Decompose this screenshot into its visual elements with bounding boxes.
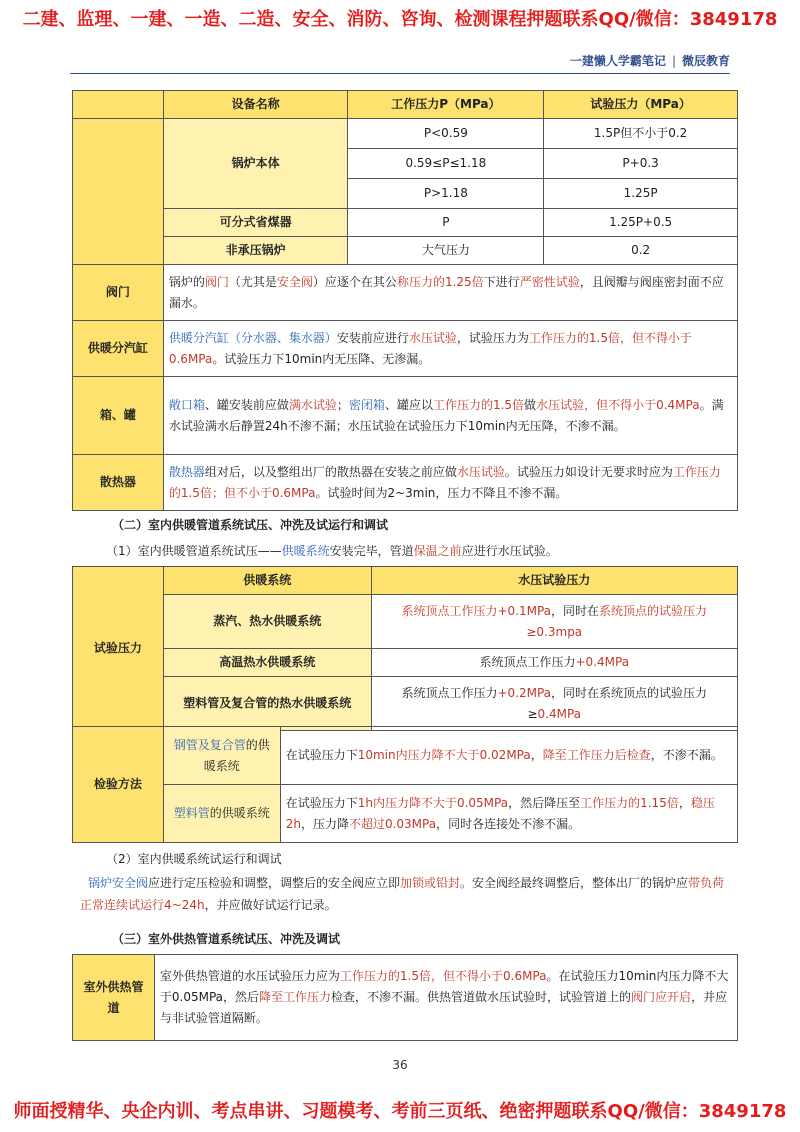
para1-t3: 安装完毕，管道 [329,544,414,558]
tank-t1: 敞口箱 [168,397,205,412]
header-right: 微辰教育 [681,54,730,68]
paragraph-1 [106,540,756,562]
steam-system-label: 蒸汽、热水供暖系统 [163,595,371,649]
out-t1: 室外供热管道的水压试验压力应为 [159,969,340,983]
para1-t4: 保温之前 [413,544,462,558]
para1-t1: （1）室内供暖管道系统试压—— [106,544,282,558]
pl-c: ，然后降压至 [508,795,581,810]
steam-b: ，同时在 [551,603,600,618]
steam-c: 系统顶点的试验压力≥0.3mpa [526,603,708,639]
radiator-t1: 散热器 [168,464,205,479]
section-heading-2: （二）室内供暖管道系统试压、冲洗及试运行和调试 [112,518,389,532]
col-header-work-pressure: 工作压力P（MPa） [348,91,544,119]
radiator-text [163,455,737,511]
tank-t4: ； [336,397,349,412]
pl-g: ，压力降 [300,816,349,831]
pl-f: 稳压2h [285,795,715,831]
manifold-t1: 供暖分汽缸（分水器、集水器） [168,330,337,345]
valve-t6: 称压力的1.25倍 [396,274,484,289]
section-heading-3: （三）室外供热管道系统试压、冲洗及调试 [112,932,341,946]
paragraph-2: （2）室内供暖系统试运行和调试 [106,852,282,866]
radiator-t5: 工作压力的1.5倍；但不小于0.6MPa [168,464,721,500]
nonpressure-t: 0.2 [544,237,738,265]
table-left-blank [73,119,164,265]
plastic-c: ，同时在系统顶点的试验压力≥ [527,685,708,721]
steam-a: 系统顶点工作压力+0.1MPa [401,603,552,618]
pl-a: 在试验压力下 [285,795,358,810]
valve-text [163,265,737,321]
valve-t4: 安全阀 [276,274,313,289]
tank-t7: 工作压力的1.5倍 [432,397,525,412]
manifold-t4: ，试验压力为 [456,330,529,345]
plastic-sys2: 的供暖系统 [209,806,270,820]
plastic-a: 系统顶点工作压力 [401,685,498,700]
top-banner: 二建、监理、一建、一造、二造、安全、消防、咨询、检测课程押题联系QQ/微信：3849178 [22,9,778,30]
boiler-t-3: 1.25P [544,179,738,209]
col-header-hydro-pressure: 水压试验压力 [371,567,737,595]
boiler-t-1: 1.5P但不小于0.2 [544,119,738,149]
para3-t4: 。安全阀经最终调整后，整体出厂的锅炉应 [460,876,689,890]
plastic-pipe-method [280,785,737,843]
plastic-b: +0.2MPa [497,685,552,700]
inspect-label: 检验方法 [73,727,164,843]
out-t2: 工作压力的1.5倍，但不得小于0.6MPa [339,969,547,983]
page-number: 36 [392,1058,408,1072]
manifold-t2: 安装前应进行 [336,330,409,345]
plastic-system-pressure [371,677,737,731]
out-t7: ，并应与非试验管道隔断。 [159,990,728,1025]
para3-t3: 加锁或铅封 [400,876,461,890]
valve-t7: 下进行 [483,274,520,289]
steel-a: 在试验压力下 [285,748,358,762]
steel-c: ， [530,748,543,762]
manifold-text [163,321,737,377]
pl-e: ， [678,795,691,810]
tank-t8: 做 [524,397,537,412]
para3-t6: ，并应做好试运行记录。 [204,898,337,912]
out-t5: 检查，不渗不漏。供热管道做水压试验时，试验管道上的 [331,990,632,1004]
radiator-t4: 。试验压力如设计无要求时应为 [504,464,673,479]
valve-t8: 严密性试验 [519,274,580,289]
para3-t1: 锅炉安全阀 [88,876,149,890]
plastic-system-label: 塑料管及复合管的热水供暖系统 [163,677,371,731]
tank-t3: 满水试验 [288,397,337,412]
valve-t1: 锅炉的 [168,274,205,289]
equipment-test-table [72,90,738,511]
para3-t2: 应进行定压检验和调整，调整后的安全阀应立即 [148,876,401,890]
boiler-t-2: P+0.3 [544,149,738,179]
radiator-t3: 水压试验 [456,464,505,479]
steel-e: ，不渗不漏。 [650,748,723,762]
high-temp-system-pressure [371,649,737,677]
para1-t5: 应进行水压试验。 [461,544,558,558]
inspection-method-table [72,726,738,843]
pl-i: ，同时各连接处不渗不漏。 [436,816,581,831]
document-header [70,52,730,74]
steel-b: 10min内压力降不大于0.02MPa [357,748,531,762]
valve-t9: ，且阀瓣与阀座密封面不应漏水。 [168,274,724,310]
manifold-t5: 工作压力的1.5倍，但不得小于0.6MPa [168,330,693,366]
radiator-label: 散热器 [73,455,164,511]
boiler-p-3: P>1.18 [348,179,544,209]
high-temp-system-label: 高温热水供暖系统 [163,649,371,677]
col-header-heating-system: 供暖系统 [163,567,371,595]
nonpressure-label: 非承压锅炉 [163,237,348,265]
header-left: 一建懒人学霸笔记 [569,54,666,68]
tank-t5: 密闭箱 [348,397,385,412]
test-pressure-label-cell [73,567,164,731]
steel-pipe-method [280,727,737,785]
header-separator: | [671,54,676,68]
tank-t9: 水压试验，但不得小于0.4MPa [536,397,700,412]
pl-d: 工作压力的1.15倍 [580,795,679,810]
steam-system-pressure [371,595,737,649]
hightemp-a: 系统顶点工作压力 [479,655,576,669]
economizer-p: P [348,209,544,237]
plastic-d: 0.4MPa [537,706,582,721]
tank-t10: 。满水试验满水后静置24h不渗不漏；水压试验在试验压力下10min内无压降，不渗不漏。 [168,397,724,433]
hightemp-b: +0.4MPa [575,655,630,669]
out-t6: 阀门应开启 [631,990,692,1004]
para3-t5: 带负荷正常连续试运行4~24h [80,876,725,912]
steel-sys2: 的供暖系统 [203,737,270,773]
tank-text [163,377,737,455]
pl-b: 1h内压力降不大于0.05MPa [357,795,509,810]
steel-sys1: 钢管及复合管 [173,737,246,752]
economizer-t: 1.25P+0.5 [544,209,738,237]
manifold-t3: 水压试验 [408,330,457,345]
radiator-t6: 。试验时间为2~3min，压力不降且不渗不漏。 [315,485,568,500]
col-header-equipment: 设备名称 [163,91,348,119]
bottom-banner: 师面授精华、央企内训、考点串讲、习题模考、考前三页纸、绝密押题联系QQ/微信：3849178 [13,1101,787,1122]
valve-label: 阀门 [73,265,164,321]
out-t4: 降至工作压力 [259,990,332,1004]
table-corner-cell [73,91,164,119]
steel-pipe-system [163,727,280,785]
steel-d: 降至工作压力后检查 [542,748,651,762]
tank-label: 箱、罐 [73,377,164,455]
valve-t2: 阀门 [204,274,229,289]
para1-t2: 供暖系统 [281,544,330,558]
manifold-t6: 。试验压力下10min内无压降、无渗漏。 [212,351,431,366]
plastic-pipe-system [163,785,280,843]
paragraph-3 [80,872,736,916]
col-header-test-pressure: 试验压力（MPa） [544,91,738,119]
test-pressure-label: 试验压力 [93,641,142,655]
outdoor-pipe-table [72,954,738,1041]
valve-t3: （尤其是 [228,274,277,289]
boiler-body-label: 锅炉本体 [163,119,348,209]
heating-system-table [72,566,738,731]
boiler-p-2: 0.59≤P≤1.18 [348,149,544,179]
plastic-sys1: 塑料管 [173,806,210,820]
pl-h: 不超过0.03MPa [348,816,437,831]
economizer-label: 可分式省煤器 [163,209,348,237]
boiler-p-1: P<0.59 [348,119,544,149]
tank-t2: 、罐安装前应做 [204,397,289,412]
out-t3: 。在试验压力10min内压力降不大于0.05MPa，然后 [159,969,729,1004]
valve-t5: ）应逐个在其公 [312,274,397,289]
outdoor-pipe-label: 室外供热管道 [73,955,155,1041]
nonpressure-p: 大气压力 [348,237,544,265]
tank-t6: 、罐应以 [384,397,433,412]
radiator-t2: 组对后，以及整组出厂的散热器在安装之前应做 [204,464,457,479]
outdoor-pipe-text [154,955,737,1041]
manifold-label: 供暖分汽缸 [73,321,164,377]
